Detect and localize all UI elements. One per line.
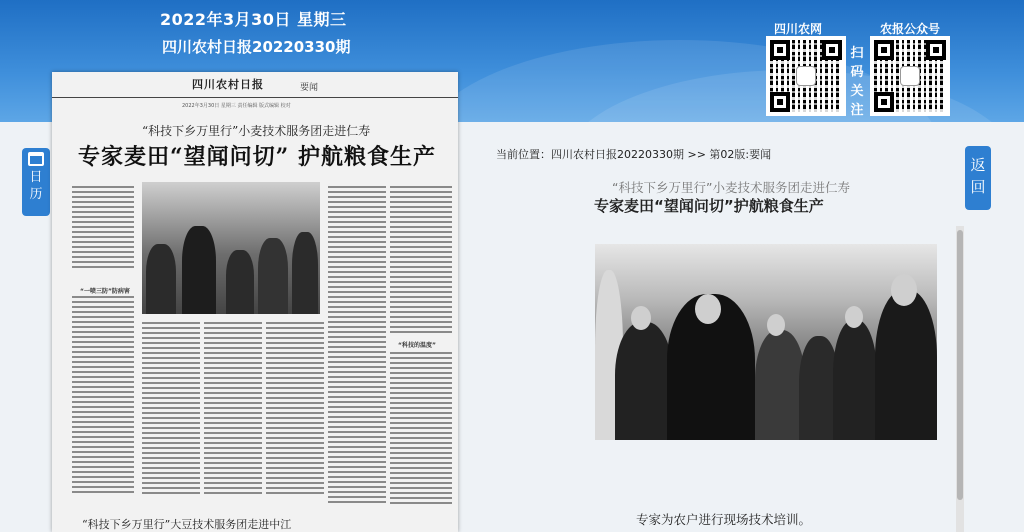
back-button[interactable]: 返 回: [965, 146, 991, 210]
scrollbar-thumb[interactable]: [957, 230, 963, 500]
paper-subhead: “科技的温度”: [398, 342, 436, 349]
paper-headline[interactable]: 专家麦田“望闻问切” 护航粮食生产: [78, 144, 436, 170]
issue-date: 2022年3月30日 星期三: [160, 10, 347, 29]
paper-text-column: [390, 186, 452, 336]
wechat-logo-icon: [900, 66, 920, 86]
paper-kicker[interactable]: “科技下乡万里行”小麦技术服务团走进仁寿: [142, 124, 371, 138]
scan-follow-text: 扫 码 关 注: [850, 46, 864, 118]
paper-section-label: 要闻: [300, 83, 319, 93]
paper-text-column: [266, 322, 324, 502]
paper-masthead: 四川农村日报: [192, 78, 264, 91]
paper-subhead: “一喷三防”防病害: [80, 288, 130, 295]
breadcrumb[interactable]: 当前位置：四川农村日报20220330期 >> 第02版:要闻: [496, 148, 772, 161]
paper-meta: 2022年3月30日 星期三 责任编辑 版式编辑 校对: [182, 103, 291, 109]
paper-next-headline[interactable]: “科技下乡万里行”大豆技术服务团走进中江: [82, 518, 292, 531]
website-qr-code[interactable]: [766, 36, 846, 116]
article-kicker: “科技下乡万里行”小麦技术服务团走进仁寿: [612, 180, 850, 195]
scrollbar[interactable]: [956, 226, 964, 532]
calendar-icon: [28, 152, 44, 166]
paper-photo[interactable]: [142, 182, 320, 314]
calendar-button[interactable]: 日 历: [22, 148, 50, 216]
article-title: 专家麦田“望闻问切”护航粮食生产: [594, 197, 824, 215]
paper-text-column: [390, 352, 452, 506]
qr-label-wechat: 农报公众号: [880, 22, 941, 36]
newspaper-page-thumbnail[interactable]: [52, 72, 458, 532]
wechat-qr-code[interactable]: [870, 36, 950, 116]
paper-text-column: [328, 186, 386, 506]
paper-text-column: [204, 322, 262, 502]
website-logo-icon: [796, 66, 816, 86]
paper-text-column: [72, 186, 134, 276]
article-photo: [595, 244, 937, 440]
photo-caption: 专家为农户进行现场技术培训。: [636, 512, 812, 527]
issue-title: 四川农村日报20220330期: [162, 38, 351, 56]
paper-text-column: [142, 322, 200, 502]
paper-masthead-bar: [52, 72, 458, 98]
paper-text-column: [72, 296, 134, 508]
qr-label-website: 四川农网: [774, 22, 823, 36]
